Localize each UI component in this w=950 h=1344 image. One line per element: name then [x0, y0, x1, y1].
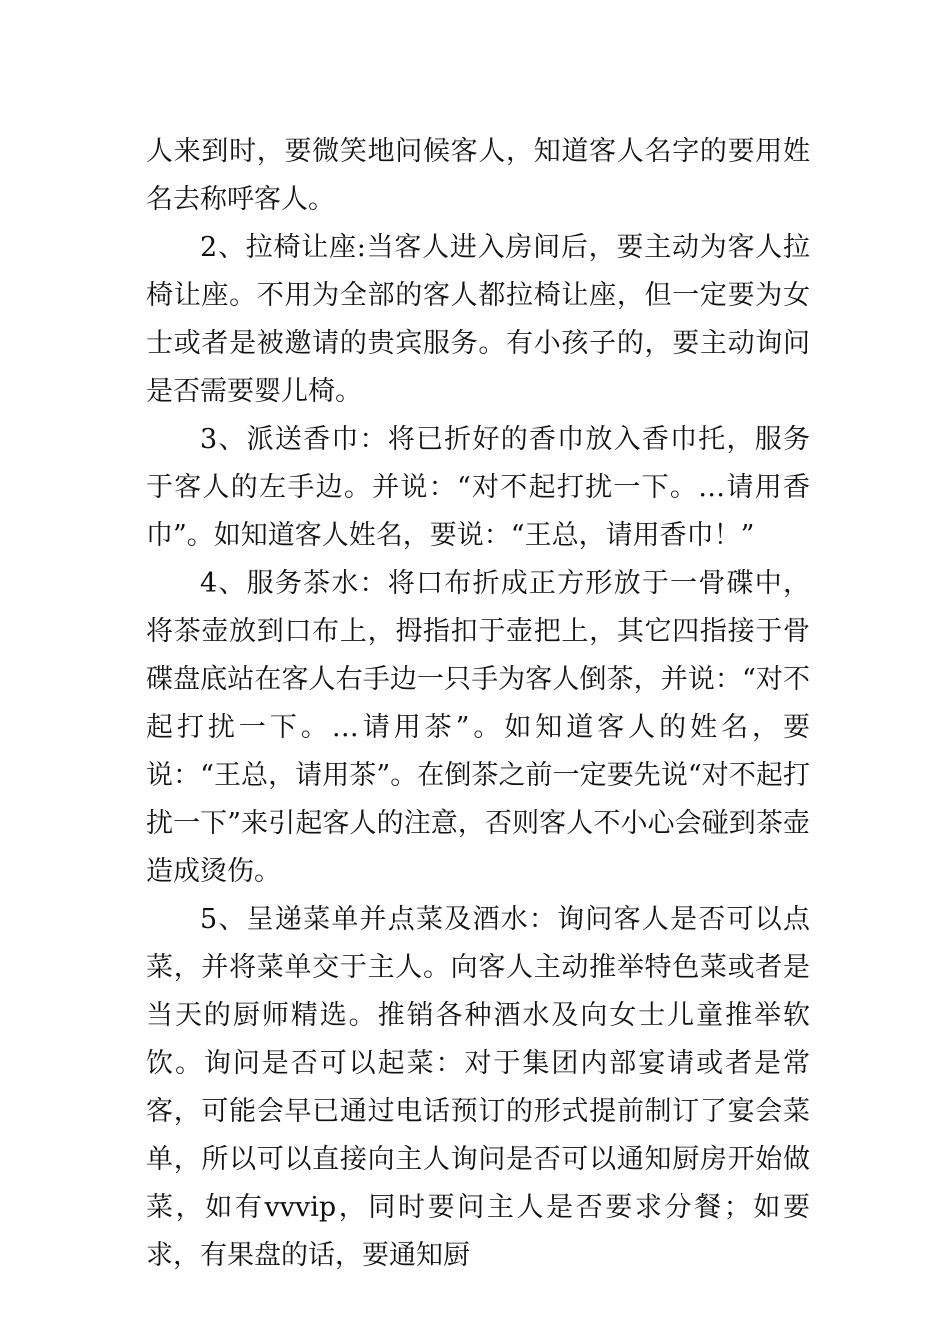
paragraph-seating: 2、拉椅让座:当客人进入房间后，要主动为客人拉椅让座。不用为全部的客人都拉椅让座，但一定要为女士或者是被邀请的贵宾服务。有小孩子的，要主动询问是否需要婴儿椅。 [146, 232, 810, 407]
paragraph-tea-service: 4、服务茶水：将口布折成正方形放于一骨碟中，将茶壶放到口布上，拇指扣于壶把上，其它四指接于骨碟盘底站在客人右手边一只手为客人倒茶，并说：“对不起打扰一下。…请用茶”。如知道客人的姓名，要说：“王总，请用茶”。在倒茶之前一定要先说“对不起打扰一下”来引起客人的注意，否则客人不小心会碰到茶壶造成烫伤。 [146, 568, 810, 887]
paragraph-menu-ordering: 5、呈递菜单并点菜及酒水：询问客人是否可以点菜，并将菜单交于主人。向客人主动推举特色菜或者是当天的厨师精选。推销各种酒水及向女士儿童推举软饮。询问是否可以起菜：对于集团内部宴请或者是常客，可能会早已通过电话预订的形式提前制订了宴会菜单，所以可以直接向主人询问是否可以通知厨房开始做菜，如有vvvip，同时要问主人是否要求分餐；如要求，有果盘的话，要通知厨 [146, 904, 810, 1271]
paragraph-continuation: 人来到时，要微笑地问候客人，知道客人名字的要用姓名去称呼客人。 [146, 136, 810, 215]
document-body [146, 128, 810, 1280]
paragraph-towel: 3、派送香巾：将已折好的香巾放入香巾托，服务于客人的左手边。并说：“对不起打扰一下。…请用香巾”。如知道客人姓名，要说：“王总，请用香巾！” [146, 424, 810, 551]
